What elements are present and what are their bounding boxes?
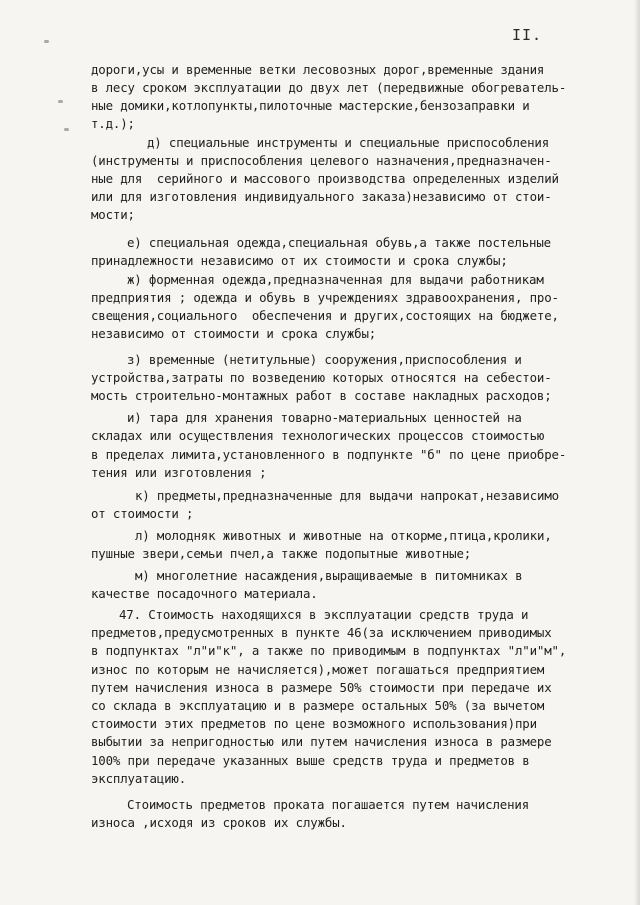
text-line: в пределах лимита,установленного в подпункте "б" по цене приобре- xyxy=(91,447,567,462)
text-line: к) предметы,предназначенные для выдачи напрокат,независимо xyxy=(135,488,559,503)
text-line: от стоимости ; xyxy=(91,506,194,521)
text-line: д) специальные инструменты и специальные приспособления xyxy=(147,135,550,150)
text-line: мость строительно-монтажных работ в составе накладных расходов; xyxy=(91,388,552,403)
text-line: ные домики,котлопункты,пилоточные мастерские,бензозаправки и xyxy=(91,98,530,113)
text-line: путем начисления износа в размере 50% стоимости при передаче их xyxy=(91,680,552,695)
text-line: качестве посадочного материала. xyxy=(91,586,318,601)
text-line: мости; xyxy=(91,207,135,222)
text-line: з) временные (нетитульные) сооружения,приспособления и xyxy=(127,352,522,367)
text-line: в подпунктах "л"и"к", а также по приводимым в подпунктах "л"и"м", xyxy=(91,643,567,658)
text-line: (инструменты и приспособления целевого назначения,предназначен- xyxy=(91,153,552,168)
text-line: со склада в эксплуатацию и в размере остальных 50% (за вычетом xyxy=(91,698,545,713)
text-line: ж) форменная одежда,предназначенная для выдачи работникам xyxy=(127,272,544,287)
text-line: эксплуатацию. xyxy=(91,771,187,786)
page-edge-shadow xyxy=(634,0,640,905)
text-line: ные для серийного и массового производства определенных изделий xyxy=(91,171,559,186)
text-line: свещения,социального обеспечения и других,состоящих на бюджете, xyxy=(91,308,559,323)
text-line: складах или осуществления технологических процессов стоимостью xyxy=(91,428,545,443)
text-line: устройства,затраты по возведению которых относятся на себестои- xyxy=(91,370,552,385)
text-line: м) многолетние насаждения,выращиваемые в питомниках в xyxy=(135,568,523,583)
text-line: дороги,усы и временные ветки лесовозных дорог,временные здания xyxy=(91,62,545,77)
text-line: и) тара для хранения товарно-материальных ценностей на xyxy=(127,410,522,425)
text-line: тения или изготовления ; xyxy=(91,465,267,480)
text-line: предметов,предусмотренных в пункте 46(за исключением приводимых xyxy=(91,625,552,640)
page-number: II. xyxy=(512,26,543,44)
text-line: выбытии за непригодностью или путем начисления износа в размере xyxy=(91,734,552,749)
margin-speck xyxy=(44,40,49,43)
text-line: принадлежности независимо от их стоимости и срока службы; xyxy=(91,253,508,268)
text-line: в лесу сроком эксплуатации до двух лет (передвижные обогреватель- xyxy=(91,80,567,95)
text-line: или для изготовления индивидуального заказа)независимо от стои- xyxy=(91,189,552,204)
text-line: т.д.); xyxy=(91,116,135,131)
text-line: Стоимость предметов проката погашается путем начисления xyxy=(127,797,530,812)
margin-speck xyxy=(58,100,63,103)
text-line: пушные звери,семьи пчел,а также подопытные животные; xyxy=(91,546,472,561)
text-line: износа ,исходя из сроков их службы. xyxy=(91,815,347,830)
text-line: 47. Стоимость находящихся в эксплуатации средств труда и xyxy=(119,607,529,622)
margin-speck xyxy=(64,128,69,131)
text-line: износ по которым не начисляется),может погашаться предприятием xyxy=(91,662,545,677)
text-line: е) специальная одежда,специальная обувь,а также постельные xyxy=(127,235,551,250)
text-line: 100% при передаче указанных выше средств труда и предметов в xyxy=(91,753,530,768)
text-line: предприятия ; одежда и обувь в учреждениях здравоохранения, про- xyxy=(91,290,559,305)
text-line: л) молодняк животных и животные на откорме,птица,кролики, xyxy=(135,528,552,543)
text-line: независимо от стоимости и срока службы; xyxy=(91,326,377,341)
text-line: стоимости этих предметов по цене возможного использования)при xyxy=(91,716,537,731)
